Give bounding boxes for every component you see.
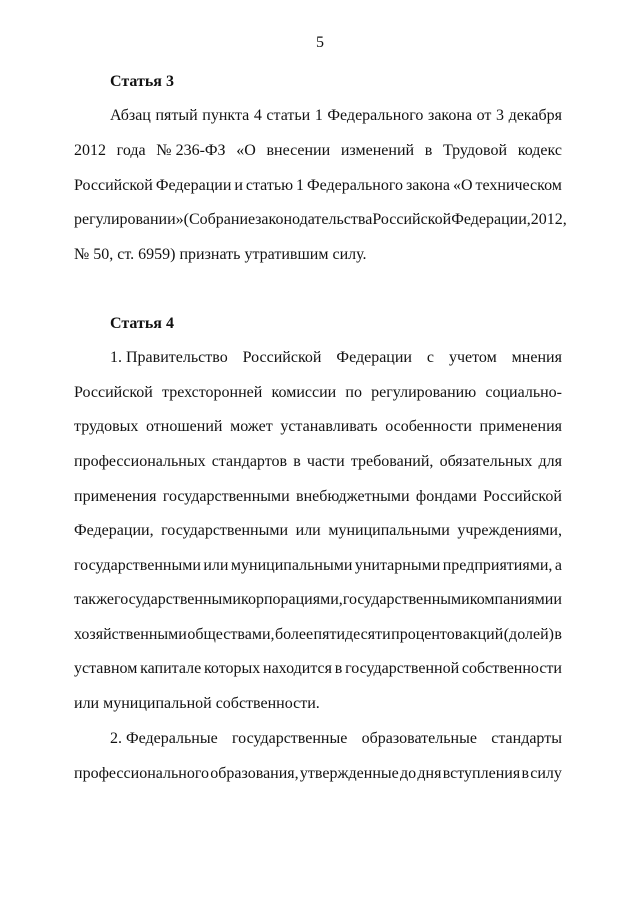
- word: 2012: [74, 142, 106, 159]
- word: года: [116, 142, 146, 159]
- word: процентов: [391, 626, 463, 643]
- text-line: [74, 487, 562, 507]
- word: Федерации: [155, 177, 232, 194]
- word: предприятиями,: [442, 557, 553, 574]
- text-line: [74, 659, 562, 679]
- word: 2. Федеральные: [110, 730, 218, 747]
- text-line: [74, 764, 562, 784]
- text-line: или муниципальной собственности.: [74, 695, 320, 712]
- word: собственности: [461, 660, 562, 677]
- word: или: [203, 557, 229, 574]
- word: государственные: [232, 730, 348, 747]
- word: стандартов: [211, 453, 288, 470]
- word: и: [234, 177, 243, 194]
- word: пункта: [202, 107, 250, 124]
- word: отношений: [146, 418, 223, 435]
- word: особенности: [385, 418, 472, 435]
- word: 4: [253, 107, 262, 124]
- word: находится: [263, 660, 332, 677]
- word: государственными: [114, 591, 241, 608]
- word: дня: [417, 765, 442, 782]
- word: от: [476, 107, 492, 124]
- word: до: [400, 765, 417, 782]
- word: Трудовой: [442, 142, 508, 159]
- text-line: [74, 452, 562, 472]
- word: № 236-ФЗ: [156, 142, 226, 159]
- word: с: [426, 349, 435, 366]
- word: по: [345, 384, 362, 401]
- word: компаниями: [469, 591, 554, 608]
- word: обществами,: [187, 626, 275, 643]
- word: унитарными: [354, 557, 441, 574]
- word: применения: [479, 418, 562, 435]
- word: 3: [495, 107, 504, 124]
- word: вступления: [442, 765, 521, 782]
- word: или: [295, 522, 321, 539]
- word: Абзац: [110, 107, 151, 124]
- word: муниципальными: [230, 557, 353, 574]
- word: техническом: [475, 177, 562, 194]
- word: уставном: [74, 660, 138, 677]
- text-line: [74, 210, 567, 230]
- word: внебюджетными: [296, 488, 410, 505]
- word: и: [553, 591, 562, 608]
- word: закона: [405, 177, 450, 194]
- word: (Собрание: [183, 211, 256, 228]
- word: профессиональных: [74, 453, 206, 470]
- word: государственной: [345, 660, 460, 677]
- text-line: [74, 590, 562, 610]
- word: 2012,: [530, 211, 567, 228]
- word: Российской: [74, 384, 153, 401]
- word: государственными: [74, 557, 201, 574]
- word: трехсторонней: [162, 384, 263, 401]
- word: части: [306, 453, 345, 470]
- word: для: [538, 453, 562, 470]
- word: 1. Правительство: [110, 349, 228, 366]
- text-line: [74, 521, 562, 541]
- word: также: [74, 591, 115, 608]
- text-line: [110, 348, 562, 368]
- word: государственными: [342, 591, 470, 608]
- word: в: [521, 765, 529, 782]
- word: в: [334, 660, 343, 677]
- text-line: [110, 729, 562, 749]
- text-line: [74, 141, 562, 161]
- word: хозяйственными: [74, 626, 187, 643]
- word: статьи: [266, 107, 311, 124]
- article-3-heading: Статья 3: [110, 73, 174, 90]
- word: кодекс: [517, 142, 562, 159]
- text-line: [74, 176, 562, 196]
- word: 1: [296, 177, 305, 194]
- word: статью: [245, 177, 294, 194]
- word: корпорациями,: [240, 591, 343, 608]
- word: «О: [236, 142, 256, 159]
- word: учетом: [448, 349, 497, 366]
- word: Федерального: [327, 107, 424, 124]
- word: муниципальными: [328, 522, 450, 539]
- word: пятый: [155, 107, 198, 124]
- word: пятидесяти: [313, 626, 391, 643]
- word: комиссии: [271, 384, 337, 401]
- article-4-heading: Статья 4: [110, 315, 174, 332]
- word: акций: [462, 626, 504, 643]
- word: законодательства: [255, 211, 373, 228]
- word: (долей): [503, 626, 554, 643]
- word: в: [554, 626, 562, 643]
- word: профессионального: [74, 765, 210, 782]
- word: Федерации,: [451, 211, 531, 228]
- word: регулированию: [371, 384, 477, 401]
- word: а: [554, 557, 562, 574]
- word: внесении: [266, 142, 331, 159]
- word: социально-: [485, 384, 562, 401]
- text-line: [74, 625, 562, 645]
- word: утвержденные: [299, 765, 399, 782]
- word: может: [230, 418, 273, 435]
- word: силу: [530, 765, 562, 782]
- word: «О: [452, 177, 473, 194]
- word: стандарты: [491, 730, 562, 747]
- word: которых: [203, 660, 261, 677]
- word: Российской: [483, 488, 562, 505]
- word: Федерации,: [74, 522, 154, 539]
- word: мнения: [511, 349, 562, 366]
- word: в: [293, 453, 301, 470]
- word: капитале: [140, 660, 202, 677]
- word: Федерального: [306, 177, 403, 194]
- word: закона: [428, 107, 473, 124]
- word: образования,: [210, 765, 299, 782]
- text-line: [74, 556, 562, 576]
- word: 1: [314, 107, 323, 124]
- word: Российской: [74, 177, 153, 194]
- word: декабря: [508, 107, 562, 124]
- word: Российской: [372, 211, 452, 228]
- text-line: № 50, ст. 6959) признать утратившим силу.: [74, 246, 367, 263]
- word: изменений: [340, 142, 415, 159]
- word: более: [274, 626, 314, 643]
- text-line: [110, 106, 562, 126]
- word: Российской: [242, 349, 322, 366]
- word: требований,: [350, 453, 434, 470]
- word: трудовых: [74, 418, 139, 435]
- word: Федерации: [336, 349, 412, 366]
- word: регулировании»: [74, 211, 184, 228]
- word: применения: [74, 488, 157, 505]
- word: образовательные: [361, 730, 477, 747]
- word: государственными: [162, 488, 290, 505]
- word: устанавливать: [280, 418, 378, 435]
- word: в: [424, 142, 433, 159]
- text-line: [74, 417, 562, 437]
- text-line: [74, 383, 562, 403]
- word: государственными: [161, 522, 289, 539]
- word: учреждениями,: [457, 522, 562, 539]
- word: фондами: [415, 488, 477, 505]
- word: обязательных: [439, 453, 533, 470]
- page-number: 5: [316, 34, 324, 51]
